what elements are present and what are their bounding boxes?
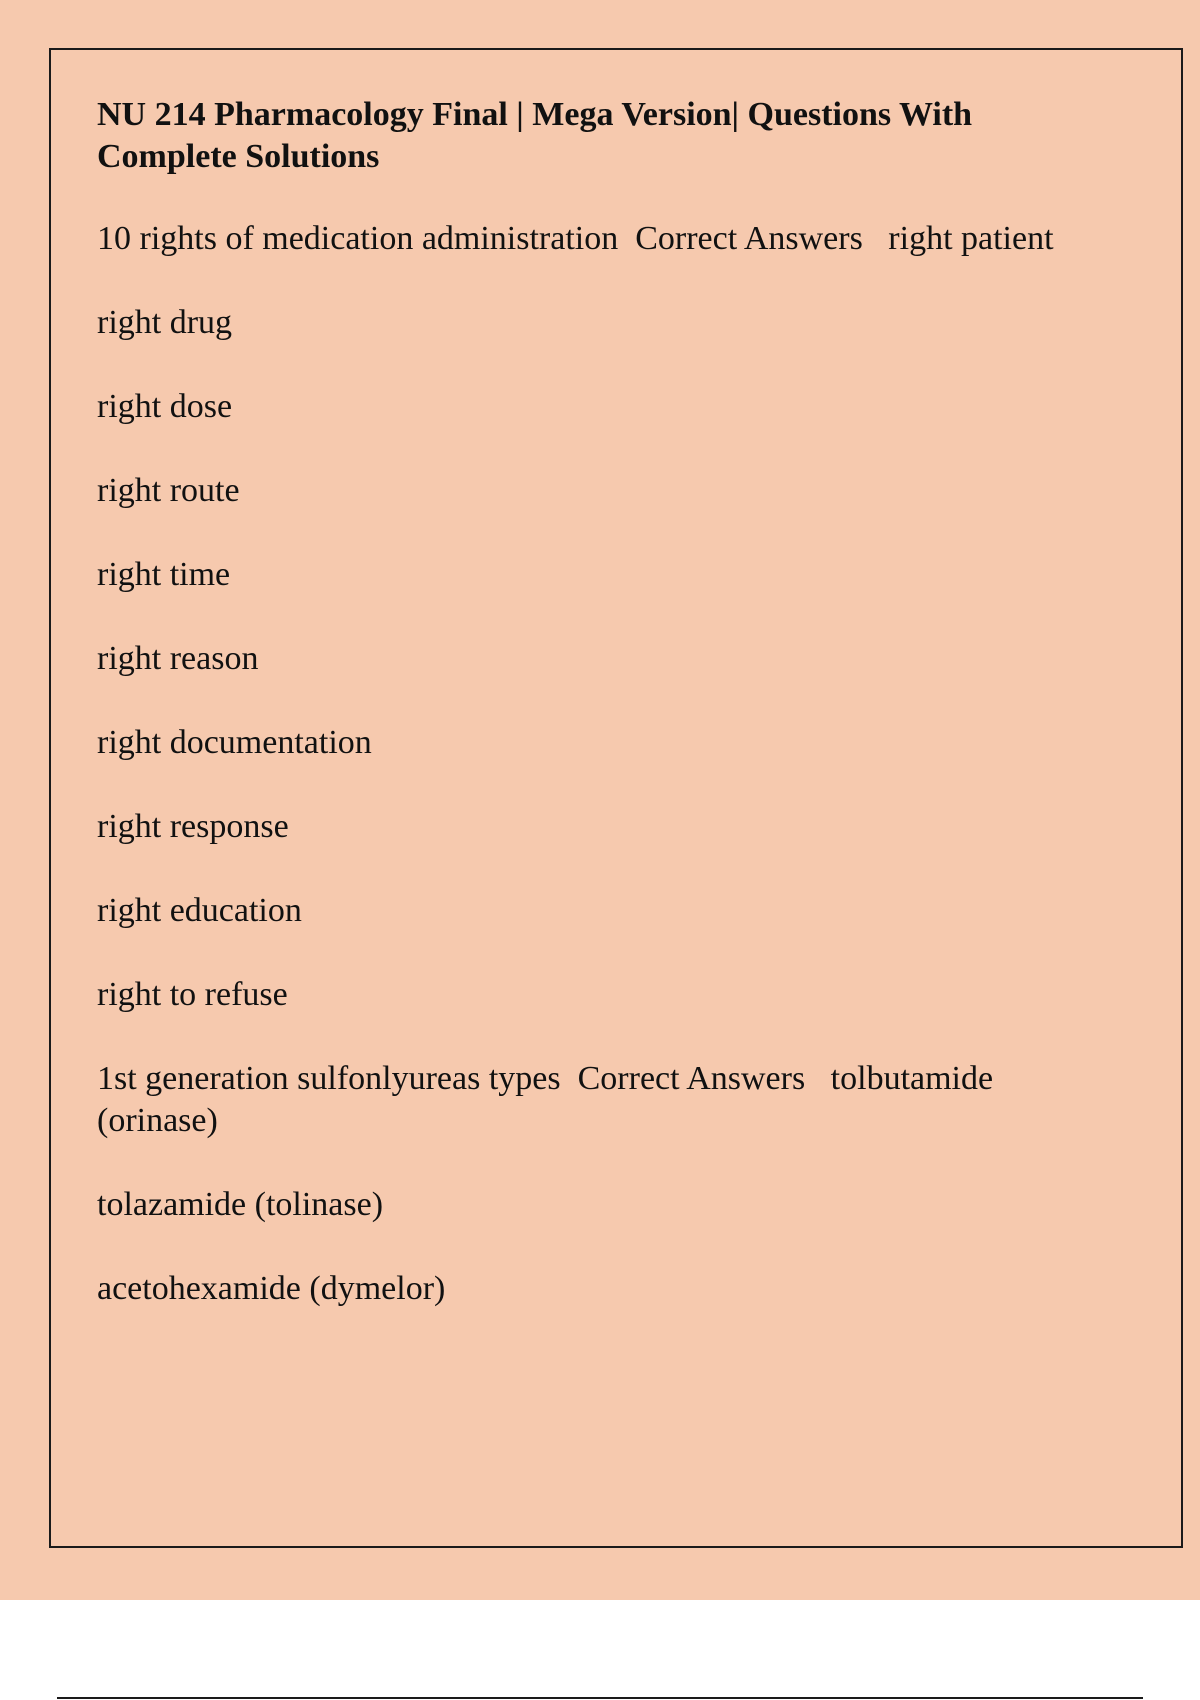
entry-text: right reason [97,640,259,677]
entry-text: right to refuse [97,976,288,1013]
entry-text: right dose [97,388,233,425]
document-title: NU 214 Pharmacology Final | Mega Version| Questions With Complete Solutions [97,96,973,175]
entry-text: right response [97,808,289,845]
entry-text: 10 rights of medication administration Correct Answers right patient [97,220,1054,257]
entry-text: 1st generation sulfonlyureas types Correct Answers tolbutamide (orinase) [97,1060,1002,1139]
entry-text: right time [97,556,231,593]
entry-text: right documentation [97,724,372,761]
page-divider [57,1697,1143,1699]
document-body [97,94,1057,1352]
entry-text: acetohexamide (dymelor) [97,1270,446,1307]
entry-text: right drug [97,304,233,341]
entry-text: right route [97,472,240,509]
entry-text: tolazamide (tolinase) [97,1186,384,1223]
entry-text: right education [97,892,302,929]
